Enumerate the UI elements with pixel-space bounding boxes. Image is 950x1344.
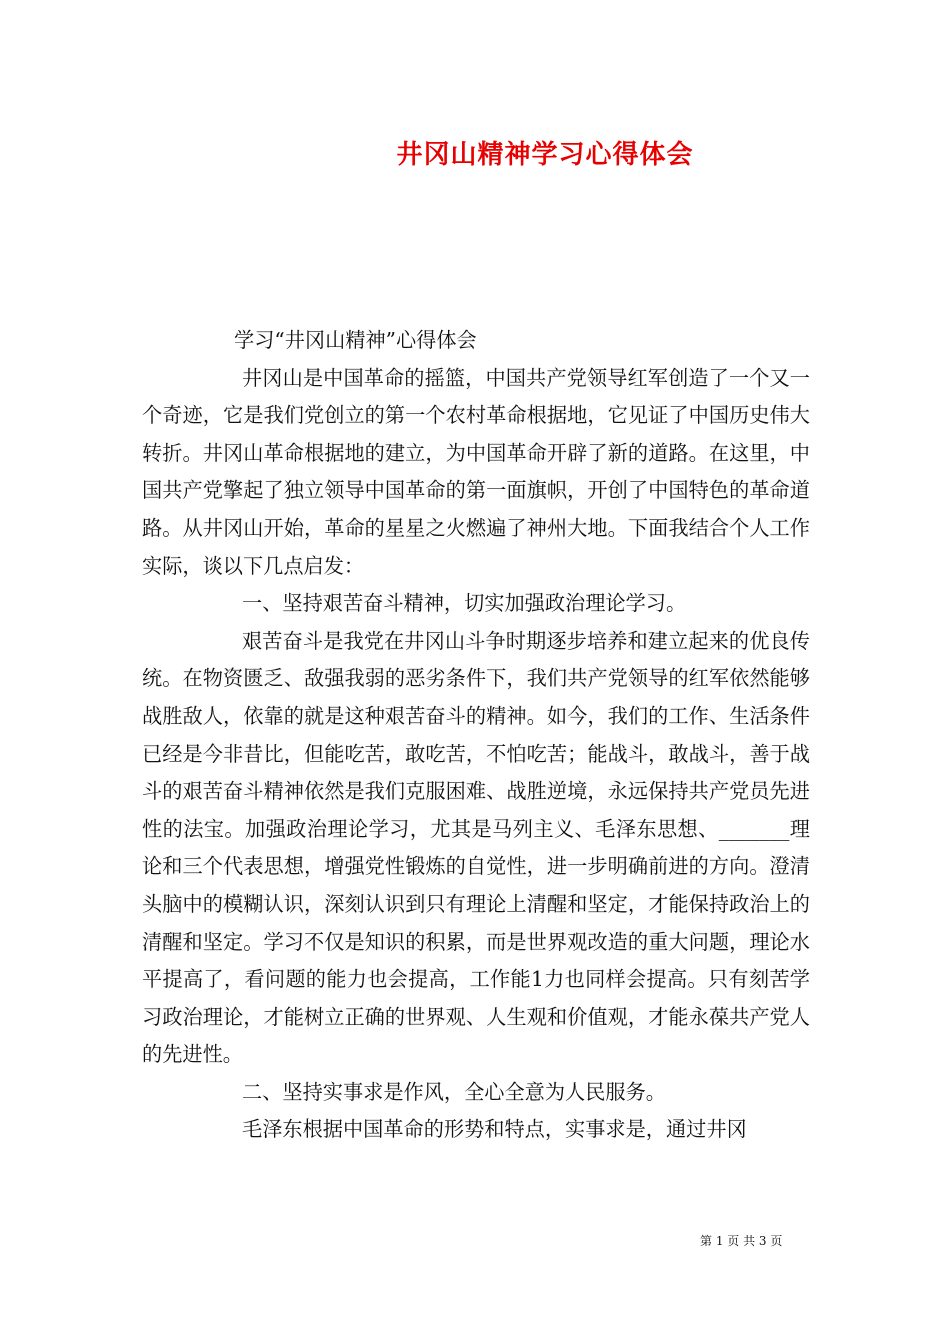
section-heading-2: 二、坚持实事求是作风，全心全意为人民服务。 xyxy=(242,1079,666,1104)
paragraph-section-2: 毛泽东根据中国革命的形势和特点，实事求是，通过井冈 xyxy=(242,1117,747,1142)
paragraph-section-1: 艰苦奋斗是我党在井冈山斗争时期逐步培养和建立起来的优良传统。在物资匮乏、敌强我弱的恶劣条件下，我们共产党领导的红军依然能够战胜敌人，依靠的就是这种艰苦奋斗的精神。如今，我们的工作、生活条件已经是今非昔比，但能吃苦，敢吃苦，不怕吃苦；能战斗，敢战斗，善于战斗的艰苦奋斗精神依然是我们克服困难、战胜逆境，永远保持共产党员先进性的法宝。加强政治理论学习，尤其是马列主义、毛泽东思想、_______理论和三个代表思想，增强党性锻炼的自觉性，进一步明确前进的方向。澄清头脑中的模糊认识，深刻认识到只有理论上清醒和坚定，才能保持政治上的清醒和坚定。学习不仅是知识的积累，而是世界观改造的重大问题，理论水平提高了，看问题的能力也会提高，工作能1力也同样会提高。只有刻苦学习政治理论，才能树立正确的世界观、人生观和价值观，才能永葆共产党人的先进性。 xyxy=(142,628,810,1067)
document-subtitle: 学习“井冈山精神”心得体会 xyxy=(234,328,477,352)
document-body xyxy=(142,322,810,1149)
paragraph-intro: 井冈山是中国革命的摇篮，中国共产党领导红军创造了一个又一个奇迹，它是我们党创立的第一个农村革命根据地，它见证了中国历史伟大转折。井冈山革命根据地的建立，为中国革命开辟了新的道路。在这里，中国共产党擎起了独立领导中国革命的第一面旗帜，开创了中国特色的革命道路。从井冈山开始，革命的星星之火燃遍了神州大地。下面我结合个人工作实际，谈以下几点启发： xyxy=(142,365,810,578)
page-footer: 第 1 页 共 3 页 xyxy=(700,1234,783,1248)
document-title: 井冈山精神学习心得体会 xyxy=(396,140,694,170)
section-heading-1: 一、坚持艰苦奋斗精神，切实加强政治理论学习。 xyxy=(242,591,687,616)
